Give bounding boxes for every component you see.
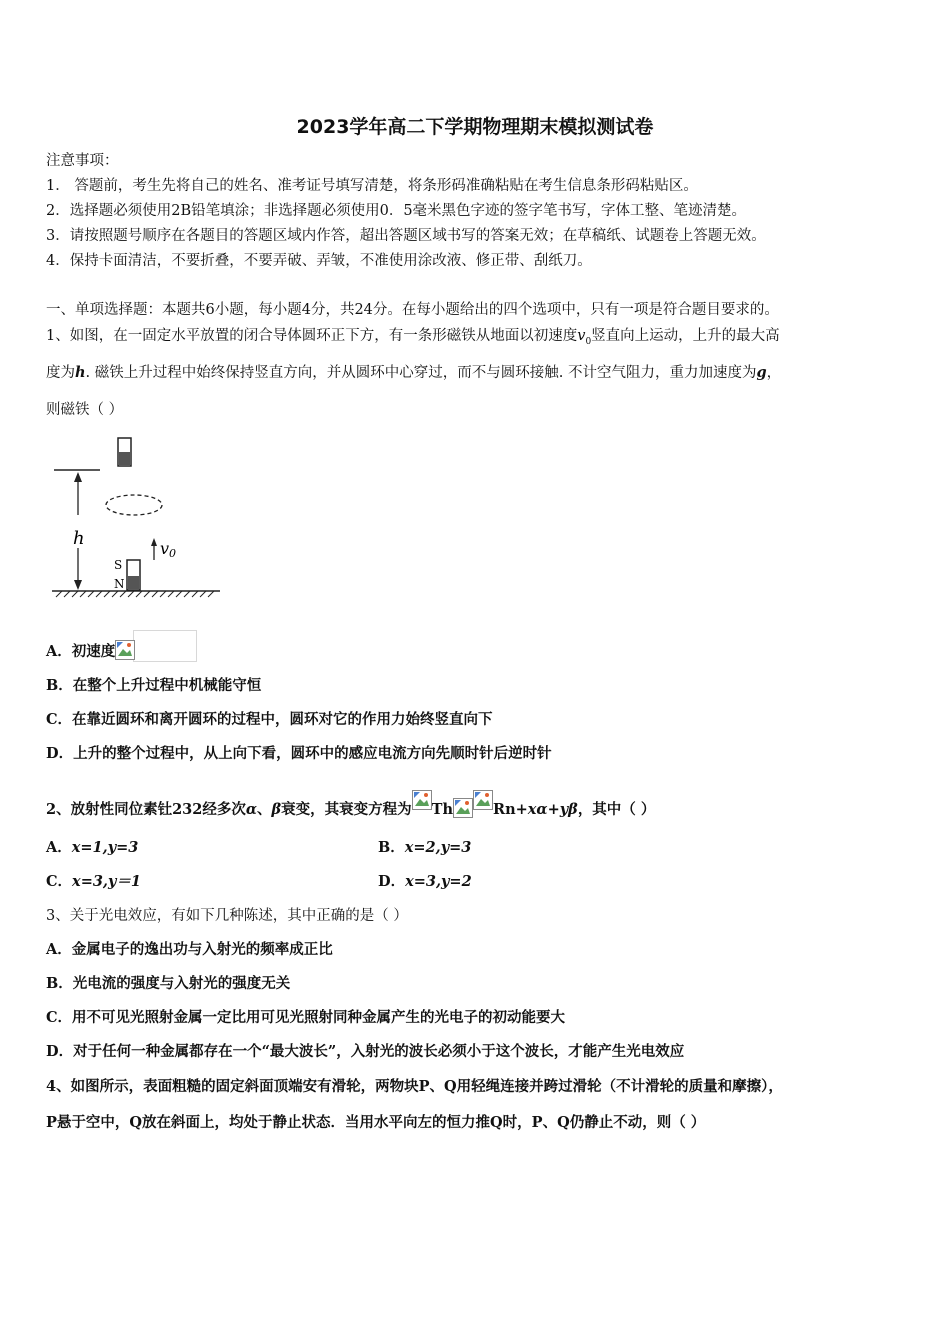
q4-stem-line2: P悬于空中，Q放在斜面上，均处于静止状态．当用水平向左的恒力推Q时，P、Q仍静止不动，则（ ） <box>46 1114 706 1131</box>
q2-option-a: A．x=1,y=3 <box>46 839 139 856</box>
section-heading: 一、单项选择题：本题共6小题，每小题4分，共24分。在每小题给出的四个选项中，只有一项是符合题目要求的。 <box>46 302 779 318</box>
notice-item: 2．选择题必须使用2B铅笔填涂；非选择题必须使用0．5毫米黑色字迹的签字笔书写，字体工整、笔迹清楚。 <box>46 203 747 219</box>
q1-stem-line2: 度为h. 磁铁上升过程中始终保持竖直方向，并从圆环中心穿过，而不与圆环接触. 不计空气阻力，重力加速度为g， <box>46 364 782 381</box>
q2-option-c: C．x=3,y＝1 <box>46 873 141 890</box>
height-label: h <box>73 528 85 549</box>
q1-option-b: B．在整个上升过程中机械能守恒 <box>46 677 262 694</box>
magnet-ring-figure <box>48 430 223 605</box>
formula-image-frame <box>133 630 197 662</box>
q3-option-d: D．对于任何一种金属都存在一个“最大波长”，入射光的波长必须小于这个波长，才能产生光电效应 <box>46 1043 685 1060</box>
q2-option-b: B．x=2,y=3 <box>378 839 472 856</box>
notice-item: 4．保持卡面清洁，不要折叠，不要弄破、弄皱，不准使用涂改液、修正带、刮纸刀。 <box>46 253 592 269</box>
broken-image-icon <box>473 790 493 810</box>
q1-option-c: C．在靠近圆环和离开圆环的过程中，圆环对它的作用力始终竖直向下 <box>46 711 493 728</box>
broken-image-icon <box>115 640 135 660</box>
broken-image-icon <box>412 790 432 810</box>
q1-option-a: A．初速度 <box>46 630 197 662</box>
q1-option-d: D．上升的整个过程中，从上向下看，圆环中的感应电流方向先顺时针后逆时针 <box>46 745 552 762</box>
q3-stem: 3、关于光电效应，有如下几种陈述，其中正确的是（ ） <box>46 908 408 924</box>
south-pole-label: S <box>114 558 123 572</box>
notice-item: 3．请按照题号顺序在各题目的答题区域内作答，超出答题区域书写的答案无效；在草稿纸、试题卷上答题无效。 <box>46 228 766 244</box>
q1-stem-line1: 1、如图，在一固定水平放置的闭合导体圆环正下方，有一条形磁铁从地面以初速度$v_0$竖直向上运动，上升的最大高 <box>46 328 780 347</box>
q1-stem-line3: 则磁铁（ ） <box>46 402 124 418</box>
q3-option-c: C．用不可见光照射金属一定比用可见光照射同种金属产生的光电子的初动能要大 <box>46 1009 566 1026</box>
q2-option-d: D．x=3,y=2 <box>378 873 472 890</box>
broken-image-icon <box>453 798 473 818</box>
north-pole-label: N <box>114 577 125 591</box>
page-title: 2023学年高二下学期物理期末模拟测试卷 <box>296 116 654 138</box>
q4-stem-line1: 4、如图所示，表面粗糙的固定斜面顶端安有滑轮，两物块P、Q用轻绳连接并跨过滑轮（不计滑轮的质量和摩擦）， <box>46 1078 783 1095</box>
velocity-label: v0 <box>160 539 177 560</box>
notice-item: 1． 答题前，考生先将自己的姓名、准考证号填写清楚，将条形码准确粘贴在考生信息条形码粘贴区。 <box>46 178 698 194</box>
q3-option-a: A．金属电子的逸出功与入射光的频率成正比 <box>46 941 333 958</box>
notice-heading: 注意事项： <box>46 153 119 169</box>
q2-stem: 2、放射性同位素钍232经多次α、β衰变，其衰变方程为 Th Rn+xα+yβ，其中（ ） <box>46 790 655 820</box>
q3-option-b: B．光电流的强度与入射光的强度无关 <box>46 975 291 992</box>
